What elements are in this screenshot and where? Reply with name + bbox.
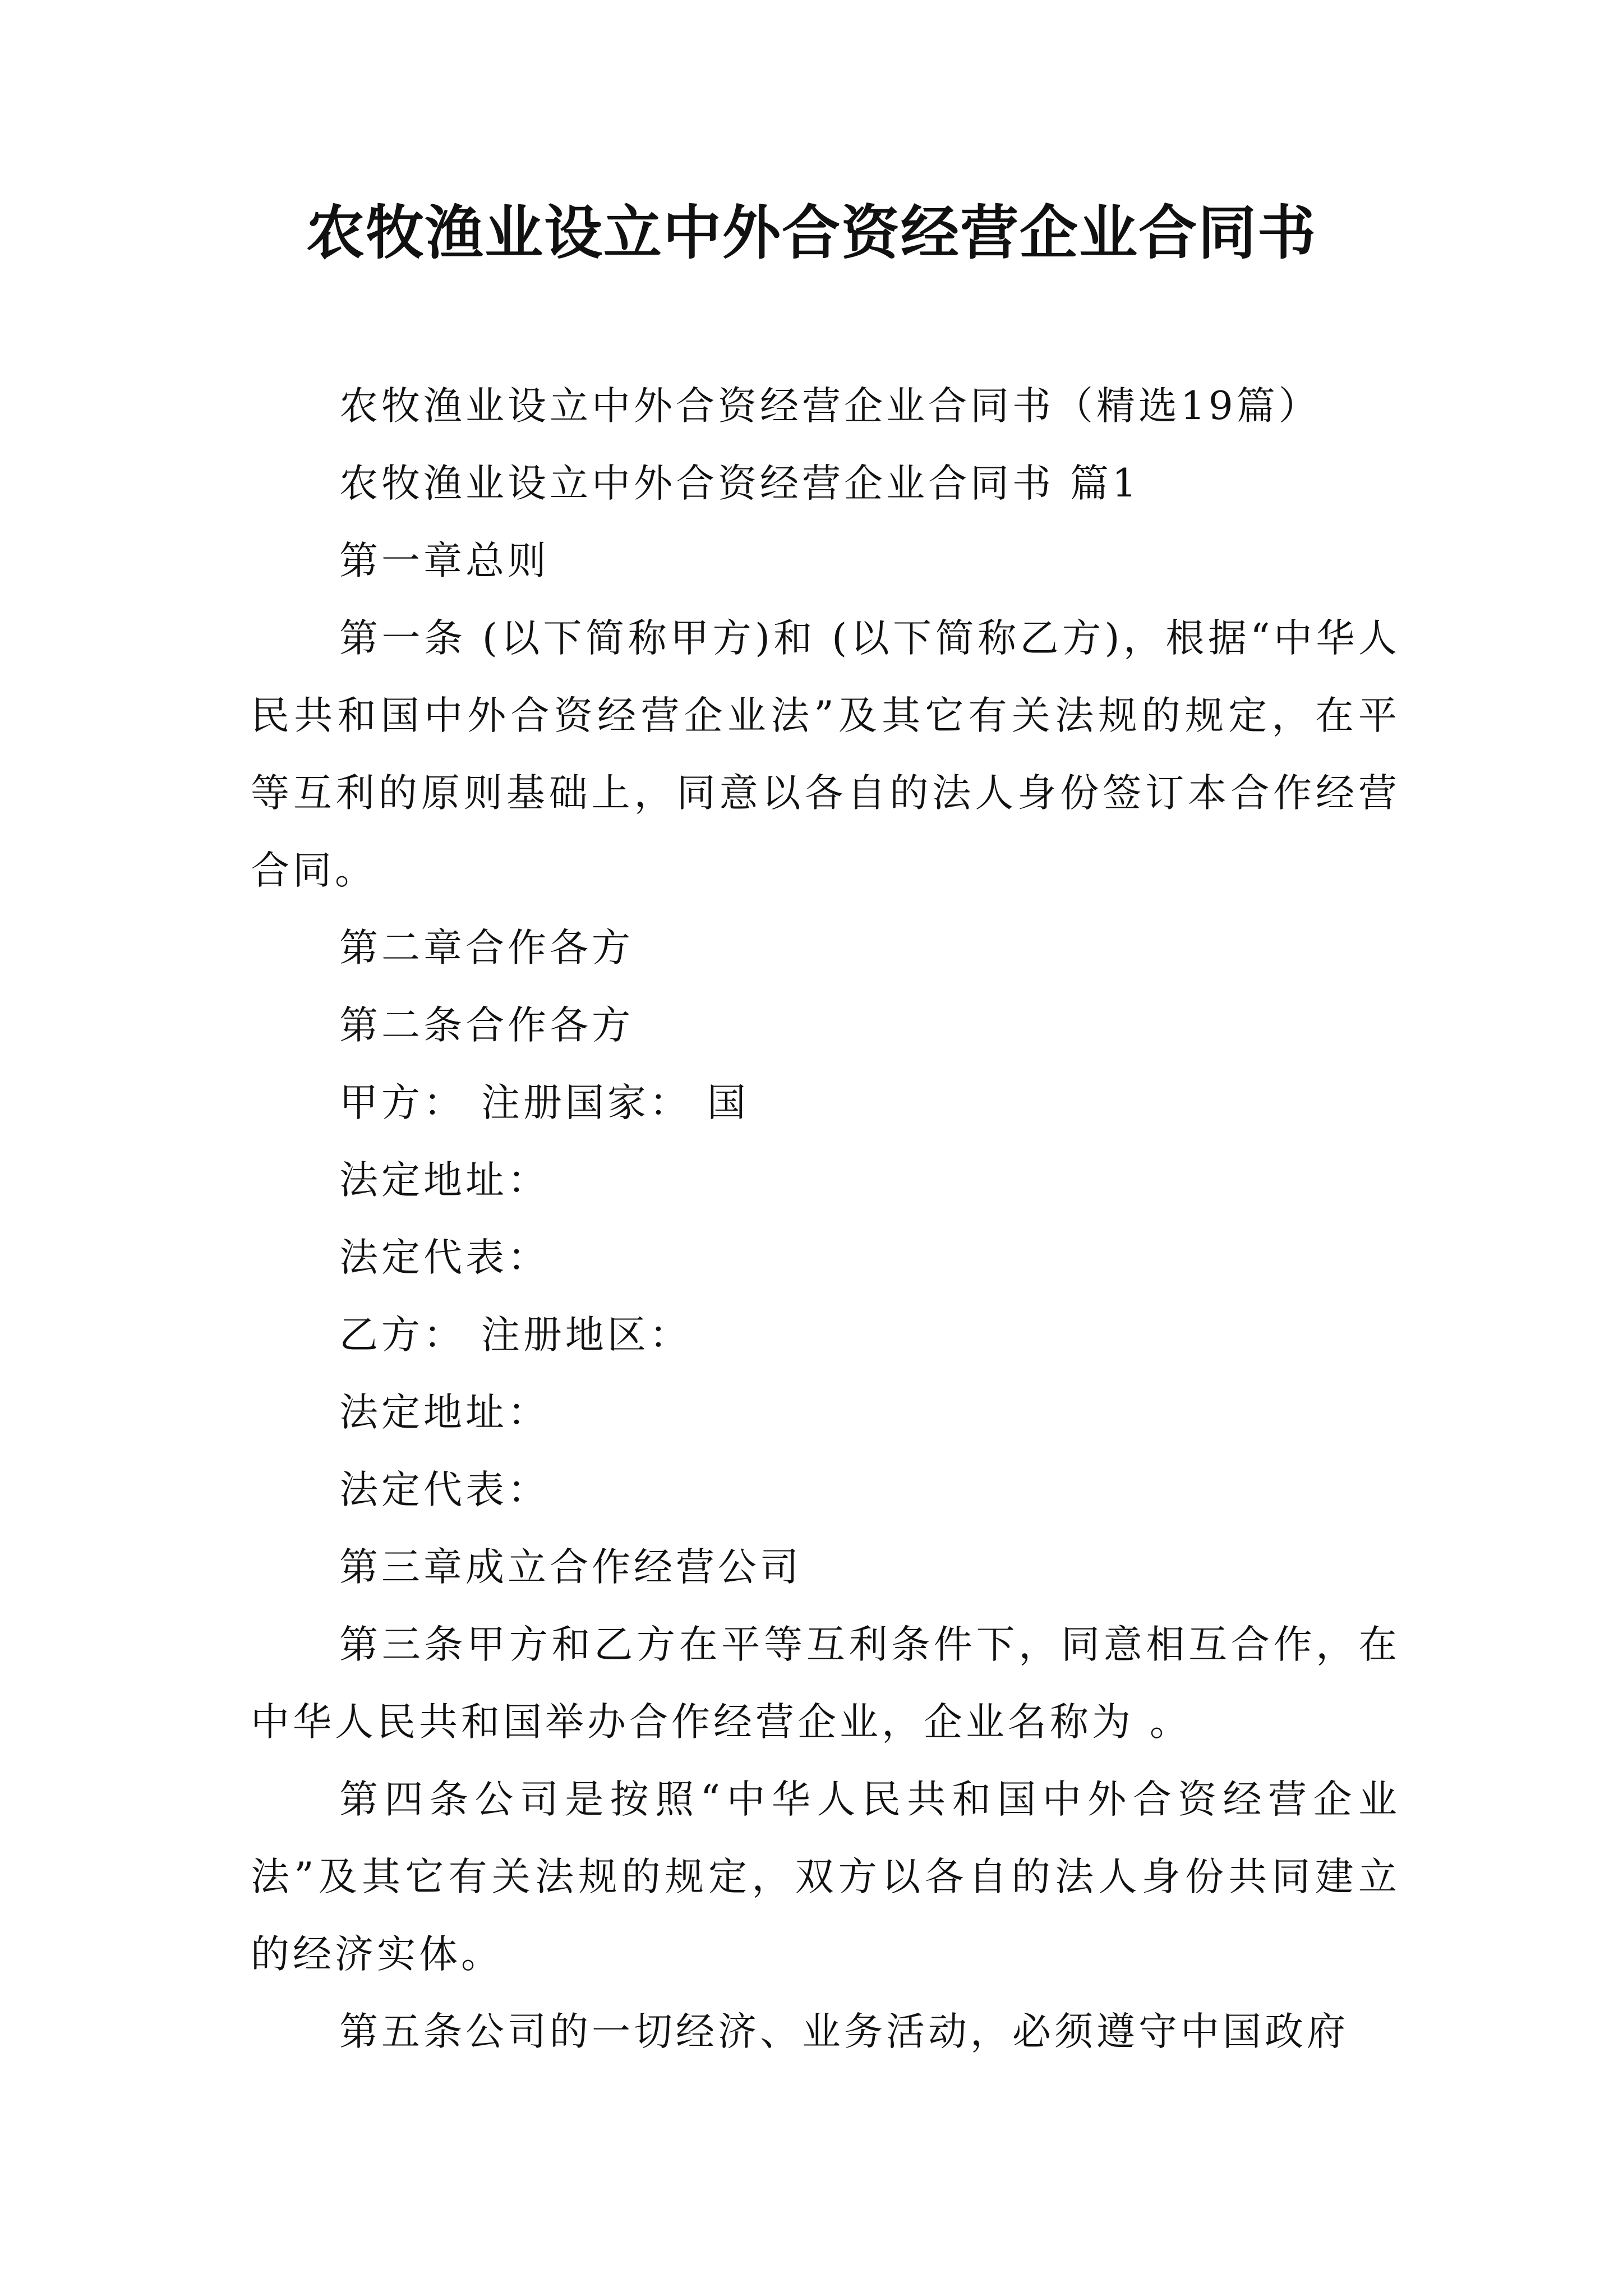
paragraph-article-1: 第一条 (以下简称甲方)和 (以下简称乙方)，根据“中华人民共和国中外合资经营企业法”及其它有关法规的规定，在平等互利的原则基础上，同意以各自的法人身份签订本合作经营合同。 xyxy=(251,616,1400,893)
paragraph-article-heading: 农牧渔业设立中外合资经营企业合同书 篇1 xyxy=(339,461,1140,506)
party-a-address: 法定地址： xyxy=(339,1158,550,1203)
party-b-address: 法定地址： xyxy=(339,1390,550,1435)
party-b-region: 乙方： 注册地区： xyxy=(339,1313,691,1358)
document-body xyxy=(251,367,1400,2070)
paragraph-article-3: 第三条甲方和乙方在平等互利条件下，同意相互合作，在中华人民共和国举办合作经营企业，企业名称为 。 xyxy=(251,1622,1400,1745)
paragraph-article-4: 第四条公司是按照“中华人民共和国中外合资经营企业法”及其它有关法规的规定，双方以各自的法人身份共同建立的经济实体。 xyxy=(251,1777,1400,1977)
party-b-representative: 法定代表： xyxy=(339,1467,550,1512)
chapter-heading-3: 第三章成立合作经营公司 xyxy=(339,1545,802,1590)
party-a-representative: 法定代表： xyxy=(339,1235,550,1280)
paragraph-article-5: 第五条公司的一切经济、业务活动，必须遵守中国政府 xyxy=(339,2009,1349,2054)
paragraph-subtitle: 农牧渔业设立中外合资经营企业合同书（精选19篇） xyxy=(339,384,1321,429)
party-a-country: 甲方： 注册国家： 国 xyxy=(339,1080,749,1125)
chapter-heading-1: 第一章总则 xyxy=(339,539,550,583)
document-title: 农牧渔业设立中外合资经营企业合同书 xyxy=(306,198,1317,267)
chapter-heading-2: 第二章合作各方 xyxy=(339,926,634,970)
paragraph-article-2: 第二条合作各方 xyxy=(339,1003,634,1048)
